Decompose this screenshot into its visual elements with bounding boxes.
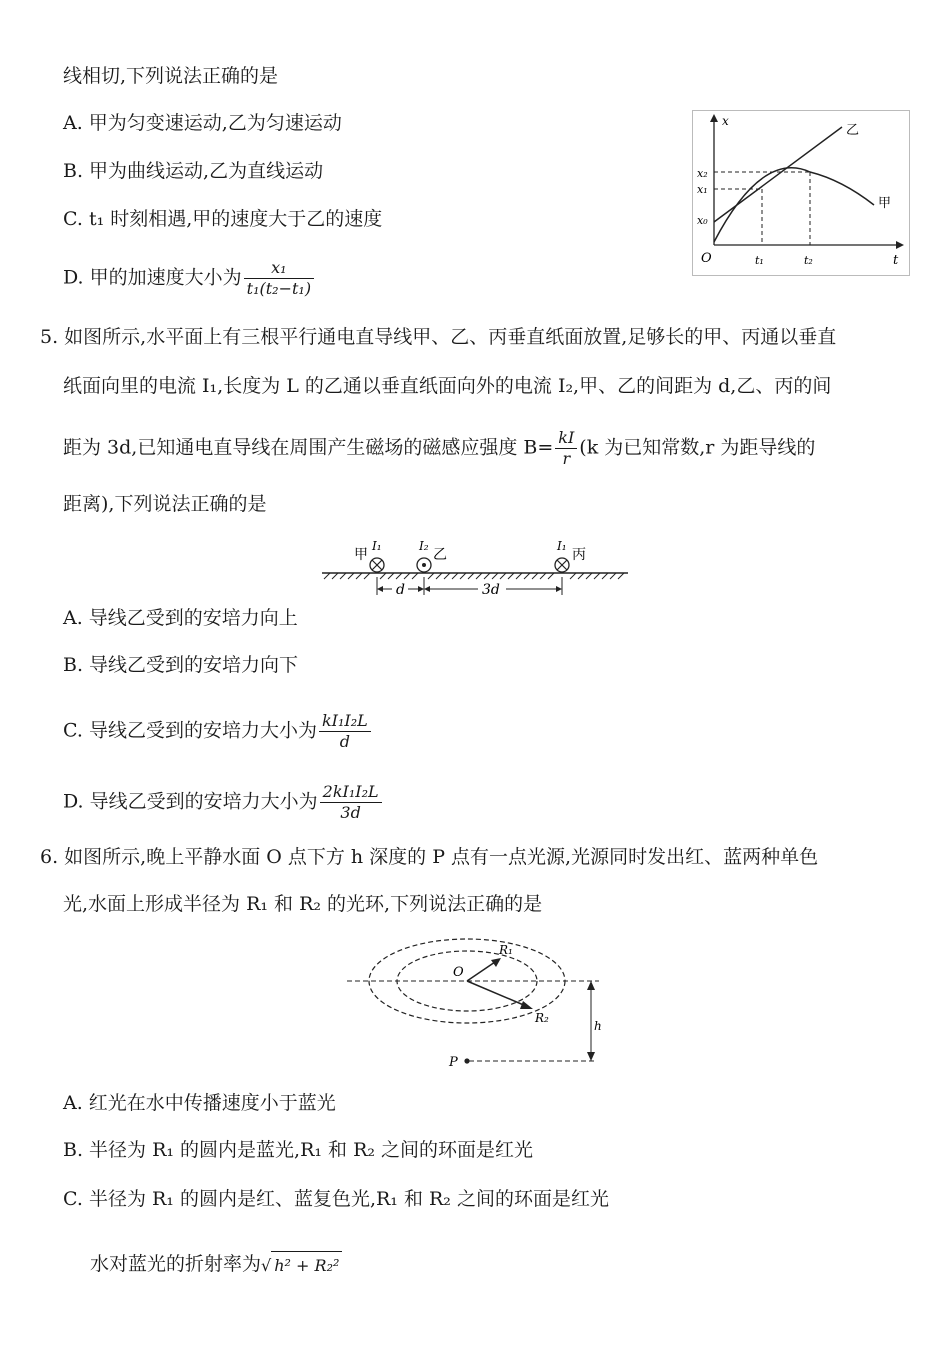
q6-option-d xyxy=(90,1250,342,1280)
q6-option-a: A. 红光在水中传播速度小于蓝光 xyxy=(63,1092,336,1114)
r2-label: R₂ xyxy=(535,1011,549,1025)
q5-line-2: 纸面向里的电流 I₁,长度为 L 的乙通以垂直纸面向外的电流 I₂,甲、乙的间距为 d,乙、丙的间 xyxy=(63,375,832,397)
yi-label: 乙 xyxy=(846,123,860,138)
q6-line-1: 6. 如图所示,晚上平静水面 O 点下方 h 深度的 P 点有一点光源,光源同时发出红、蓝两种单色 xyxy=(40,846,819,868)
q6-option-c: C. 半径为 R₁ 的圆内是红、蓝复色光,R₁ 和 R₂ 之间的环面是红光 xyxy=(63,1188,609,1210)
q5-option-d-prefix: D. 导线乙受到的安培力大小为 xyxy=(63,790,318,813)
wires-figure-svg xyxy=(320,537,630,599)
wire-jia-label: 甲 xyxy=(354,547,368,563)
q5-option-c xyxy=(63,711,373,752)
q4-stem-tail: 线相切,下列说法正确的是 xyxy=(63,65,279,87)
q5-b-formula: $\frac{kI}{r}$ xyxy=(555,428,577,469)
x-axis-label: x xyxy=(722,114,729,128)
q5-line-3 xyxy=(63,428,815,469)
t-axis-label: t xyxy=(893,253,899,268)
q4-option-d-fraction: $\frac{\text{x₁}}{\text{t₁(t₂−t₁)}}$ xyxy=(244,258,314,299)
wire-jia-current: I₁ xyxy=(372,539,382,553)
t2-label: t₂ xyxy=(804,254,813,267)
q5-option-d xyxy=(63,782,384,823)
x0-label: x₀ xyxy=(697,214,708,227)
wires-figure xyxy=(320,537,630,599)
q4-option-c: C. t₁ 时刻相遇,甲的速度大于乙的速度 xyxy=(63,208,383,230)
h-label: h xyxy=(594,1019,602,1033)
distance-3d-label: 3d xyxy=(482,582,500,598)
x1-label: x₁ xyxy=(697,183,708,196)
wire-yi-current: I₂ xyxy=(419,539,429,553)
q4-option-a: A. 甲为匀变速运动,乙为匀速运动 xyxy=(63,112,342,134)
q4-option-d xyxy=(63,258,316,299)
point-p-label: P xyxy=(449,1055,458,1070)
point-p xyxy=(464,1058,469,1063)
distance-d-label: d xyxy=(396,582,405,598)
light-rings-svg xyxy=(345,938,605,1080)
q5-line-3-prefix: 距为 3d,已知通电直导线在周围产生磁场的磁感应强度 B= xyxy=(63,436,554,459)
q5-option-c-prefix: C. 导线乙受到的安培力大小为 xyxy=(63,719,317,742)
q6-line-2: 光,水面上形成半径为 R₁ 和 R₂ 的光环,下列说法正确的是 xyxy=(63,893,543,915)
q5-line-3-suffix: (k 为已知常数,r 为距导线的 xyxy=(579,436,816,459)
r1-label: R₁ xyxy=(499,943,513,957)
q5-line-1: 5. 如图所示,水平面上有三根平行通电直导线甲、乙、丙垂直纸面放置,足够长的甲、丙通以垂直 xyxy=(40,326,837,348)
q5-option-c-fraction: $\frac{\text{kI₁I₂L}}{d}$ xyxy=(319,711,371,752)
x2-label: x₂ xyxy=(697,167,708,180)
q4-option-b: B. 甲为曲线运动,乙为直线运动 xyxy=(63,160,324,182)
t1-label: t₁ xyxy=(755,254,764,267)
xt-graph-svg xyxy=(692,110,910,276)
origin-label: O xyxy=(701,251,712,266)
wire-bing-label: 丙 xyxy=(572,547,586,563)
q4-option-d-prefix: D. 甲的加速度大小为 xyxy=(63,266,242,289)
q6-option-b: B. 半径为 R₁ 的圆内是蓝光,R₁ 和 R₂ 之间的环面是红光 xyxy=(63,1139,534,1161)
wire-bing xyxy=(555,558,569,572)
light-rings-figure xyxy=(345,938,605,1080)
wire-bing-current: I₁ xyxy=(557,539,567,553)
jia-label: 甲 xyxy=(878,196,892,211)
yi-line xyxy=(714,127,842,222)
point-o-label: O xyxy=(453,965,464,980)
q6-option-d-prefix: 水对蓝光的折射率为 xyxy=(90,1253,262,1275)
wire-yi-label: 乙 xyxy=(433,547,447,563)
xt-graph xyxy=(692,110,910,276)
wire-yi xyxy=(417,558,431,572)
q6-option-d-sqrt: √ h² + R₂² xyxy=(261,1251,342,1280)
q5-line-4: 距离),下列说法正确的是 xyxy=(63,493,267,515)
q5-option-b: B. 导线乙受到的安培力向下 xyxy=(63,654,299,676)
q5-option-d-fraction: $\frac{\text{2kI₁I₂L}}{3d}$ xyxy=(320,782,382,823)
wire-jia xyxy=(370,558,384,572)
q5-option-a: A. 导线乙受到的安培力向上 xyxy=(63,607,298,629)
